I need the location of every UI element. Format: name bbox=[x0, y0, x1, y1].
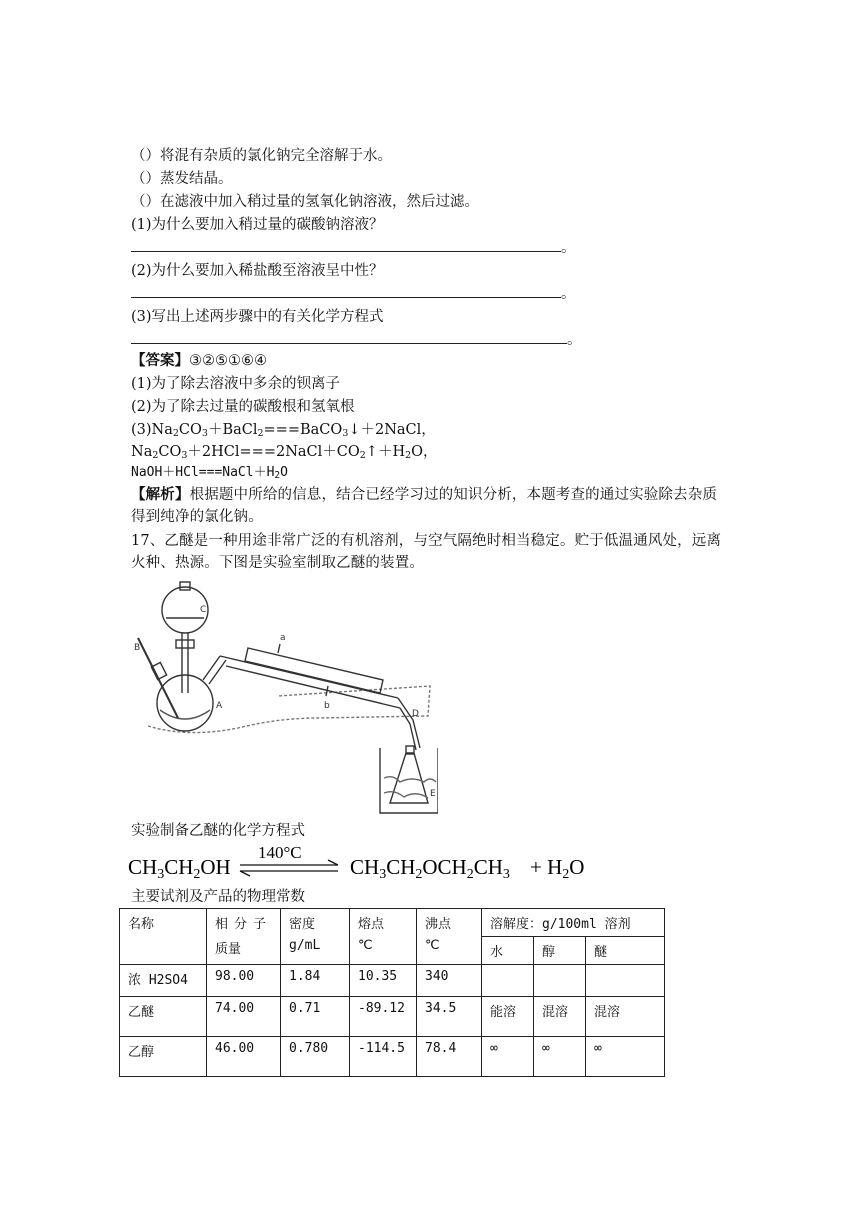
cell-bp: 78.4 bbox=[417, 1037, 482, 1077]
question-17: 17、乙醚是一种用途非常广泛的有机溶剂，与空气隔绝时相当稳定。贮于低温通风处，远离火种、热源。下图是实验室制取乙醚的装置。 bbox=[131, 533, 722, 571]
header-mw bbox=[207, 909, 281, 965]
label-A: A bbox=[216, 701, 223, 711]
step-line: （）将混有杂质的氯化钠完全溶解于水。 bbox=[131, 148, 392, 164]
question-2: (2)为什么要加入稀盐酸至溶液呈中性？ bbox=[131, 263, 384, 279]
table-row bbox=[120, 965, 665, 997]
eq-text: CO bbox=[178, 422, 202, 438]
eq-text: ===BaCO bbox=[263, 422, 343, 438]
step-line: （）在滤液中加入稍过量的氢氧化钠溶液，然后过滤。 bbox=[131, 194, 479, 210]
table-title: 主要试剂及产品的物理常数 bbox=[131, 889, 305, 905]
answer-blank-3[interactable] bbox=[131, 329, 582, 351]
eq-text: CO bbox=[158, 444, 182, 460]
constants-table bbox=[119, 908, 665, 1077]
equation-title: 实验制备乙醚的化学方程式 bbox=[131, 823, 305, 839]
eq-sub: 2 bbox=[405, 450, 412, 461]
eq-sub: 2 bbox=[274, 470, 281, 481]
eq-sub: 2 bbox=[172, 428, 179, 439]
cell-name: 浓 H2SO4 bbox=[120, 965, 207, 997]
answer-2: (2)为了除去过量的碳酸根和氢氧根 bbox=[131, 399, 355, 415]
forward-arrow-head bbox=[328, 860, 338, 865]
label-E: E bbox=[430, 789, 436, 799]
header-mp bbox=[350, 909, 417, 965]
cell-water bbox=[482, 965, 534, 997]
header-water: 水 bbox=[482, 937, 534, 965]
answer-label: 【答案】 bbox=[131, 352, 189, 369]
cell-mw: 98.00 bbox=[207, 965, 281, 997]
cell-ether: 混溶 bbox=[586, 997, 665, 1037]
header-bp-line2: ℃ bbox=[425, 938, 440, 953]
question-3: (3)写出上述两步骤中的有关化学方程式 bbox=[131, 309, 384, 325]
cell-water: ∞ bbox=[482, 1037, 534, 1077]
blank-line bbox=[131, 283, 561, 298]
header-mp-line1: 熔点 bbox=[358, 917, 385, 932]
eq-text: ↑＋H bbox=[365, 444, 406, 460]
apparatus-svg bbox=[128, 578, 438, 818]
label-C: C bbox=[200, 605, 207, 615]
header-bp bbox=[417, 909, 482, 965]
header-density bbox=[281, 909, 350, 965]
eq-text: O bbox=[280, 465, 288, 480]
table-row bbox=[120, 1037, 665, 1077]
equation-byproduct: + H2O bbox=[530, 855, 585, 882]
header-name: 名称 bbox=[120, 909, 207, 965]
cell-ether: ∞ bbox=[586, 1037, 665, 1077]
answer-order bbox=[131, 350, 267, 372]
cell-mp: -89.12 bbox=[350, 997, 417, 1037]
cell-name: 乙醚 bbox=[120, 997, 207, 1037]
cell-alcohol: ∞ bbox=[534, 1037, 586, 1077]
header-mw-line1: 相分子 bbox=[215, 917, 273, 932]
answer-order-value: ③②⑤①⑥④ bbox=[189, 353, 267, 369]
eq-text: (3)Na bbox=[131, 422, 173, 438]
cell-mp: 10.35 bbox=[350, 965, 417, 997]
eq-sub: 3 bbox=[201, 428, 208, 439]
eq-text: O， bbox=[411, 444, 438, 460]
cell-water: 能溶 bbox=[482, 997, 534, 1037]
cell-mp: -114.5 bbox=[350, 1037, 417, 1077]
blank-line bbox=[131, 237, 561, 252]
ether-equation bbox=[128, 842, 598, 884]
eq-sub: 2 bbox=[359, 450, 366, 461]
header-density-line2: g/mL bbox=[289, 938, 321, 953]
cell-mw: 74.00 bbox=[207, 997, 281, 1037]
question-1: (1)为什么要加入稍过量的碳酸钠溶液？ bbox=[131, 217, 384, 233]
eq-sub: 3 bbox=[181, 450, 188, 461]
label-B: B bbox=[134, 643, 141, 653]
eq-text: ↓＋2NaCl， bbox=[348, 422, 436, 438]
header-bp-line1: 沸点 bbox=[425, 917, 452, 932]
header-mw-line2: 质量 bbox=[215, 942, 242, 957]
eq-sub: 2 bbox=[257, 428, 264, 439]
cell-density: 0.71 bbox=[281, 997, 350, 1037]
cell-alcohol bbox=[534, 965, 586, 997]
answer-blank-1[interactable] bbox=[131, 237, 576, 259]
answer-1: (1)为了除去溶液中多余的钡离子 bbox=[131, 376, 341, 392]
eq-text: ＋2HCl===2NaCl＋CO bbox=[187, 444, 360, 460]
header-mp-line2: ℃ bbox=[358, 938, 373, 953]
reverse-arrow-head bbox=[240, 871, 250, 876]
table-header-row bbox=[120, 909, 665, 937]
eq-sub: 2 bbox=[152, 450, 159, 461]
table-row bbox=[120, 997, 665, 1037]
label-a: a bbox=[280, 633, 286, 643]
cell-name: 乙醇 bbox=[120, 1037, 207, 1077]
equation-1 bbox=[131, 419, 436, 441]
equation-product: CH3CH2OCH2CH3 bbox=[350, 855, 510, 882]
blank-end: 。 bbox=[561, 286, 576, 302]
cell-density: 1.84 bbox=[281, 965, 350, 997]
label-b: b bbox=[324, 701, 330, 711]
eq-text: ＋BaCl bbox=[207, 422, 258, 438]
analysis-text: 根据题中所给的信息，结合已经学习过的知识分析，本题考查的通过实验除去杂质得到纯净的氯化钠。 bbox=[131, 487, 718, 525]
cell-density: 0.780 bbox=[281, 1037, 350, 1077]
header-density-line1: 密度 bbox=[289, 917, 316, 932]
step-line: （）蒸发结晶。 bbox=[131, 171, 233, 187]
equation-3 bbox=[131, 462, 288, 484]
equation-svg bbox=[128, 842, 598, 884]
analysis-label: 【解析】 bbox=[131, 486, 190, 503]
cell-mw: 46.00 bbox=[207, 1037, 281, 1077]
blank-end: 。 bbox=[561, 240, 576, 256]
answer-blank-2[interactable] bbox=[131, 283, 576, 305]
header-alcohol: 醇 bbox=[534, 937, 586, 965]
cell-bp: 34.5 bbox=[417, 997, 482, 1037]
equation-2 bbox=[131, 441, 438, 463]
apparatus-diagram bbox=[128, 578, 438, 818]
blank-end: 。 bbox=[567, 332, 582, 348]
blank-line bbox=[131, 329, 567, 344]
eq-text: NaOH＋HCl===NaCl＋H bbox=[131, 465, 275, 480]
cell-alcohol: 混溶 bbox=[534, 997, 586, 1037]
analysis-paragraph bbox=[131, 484, 731, 528]
eq-sub: 3 bbox=[342, 428, 349, 439]
label-D: D bbox=[412, 709, 419, 719]
header-solubility: 溶解度：g/100ml 溶剂 bbox=[482, 909, 665, 937]
cell-bp: 340 bbox=[417, 965, 482, 997]
header-ether: 醚 bbox=[586, 937, 665, 965]
equation-reactant: CH3CH2OH bbox=[128, 855, 231, 882]
eq-text: Na bbox=[131, 444, 153, 460]
equation-condition: 140°C bbox=[258, 843, 302, 862]
cell-ether bbox=[586, 965, 665, 997]
